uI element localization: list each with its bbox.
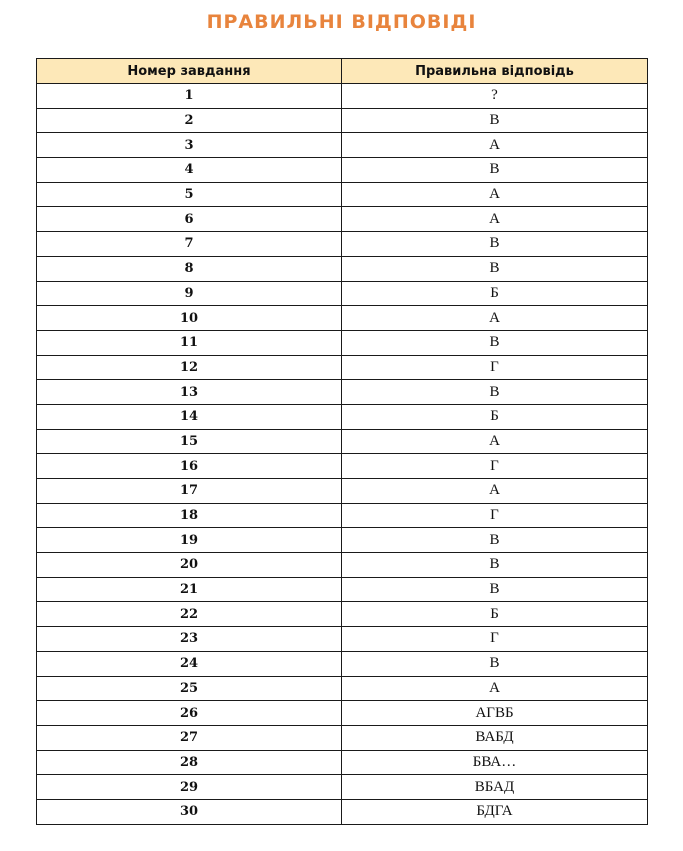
table-row xyxy=(37,256,648,281)
table-row xyxy=(37,725,648,750)
table-row xyxy=(37,429,648,454)
task-number-cell: 30 xyxy=(37,799,342,824)
table-row xyxy=(37,799,648,824)
table-row xyxy=(37,355,648,380)
task-number-cell: 5 xyxy=(37,182,342,207)
task-number-cell: 28 xyxy=(37,750,342,775)
answer-cell: А xyxy=(342,182,648,207)
task-number-cell: 15 xyxy=(37,429,342,454)
answer-cell: А xyxy=(342,306,648,331)
answer-cell: Г xyxy=(342,454,648,479)
task-number-cell: 21 xyxy=(37,577,342,602)
table-row xyxy=(37,84,648,109)
answer-cell: Б xyxy=(342,602,648,627)
task-number-cell: 12 xyxy=(37,355,342,380)
table-row xyxy=(37,577,648,602)
table-row xyxy=(37,158,648,183)
task-number-cell: 16 xyxy=(37,454,342,479)
task-number-cell: 14 xyxy=(37,404,342,429)
header-task-number: Номер завдання xyxy=(37,59,342,84)
answer-cell: В xyxy=(342,528,648,553)
table-row xyxy=(37,380,648,405)
task-number-cell: 7 xyxy=(37,232,342,257)
answer-cell: Г xyxy=(342,627,648,652)
answer-cell: Б xyxy=(342,281,648,306)
table-row xyxy=(37,404,648,429)
table-row xyxy=(37,232,648,257)
answer-cell: БВА… xyxy=(342,750,648,775)
answer-cell: В xyxy=(342,651,648,676)
table-row xyxy=(37,207,648,232)
table-row xyxy=(37,133,648,158)
answer-cell: В xyxy=(342,158,648,183)
answers-table xyxy=(36,58,648,825)
answer-cell: А xyxy=(342,479,648,504)
task-number-cell: 10 xyxy=(37,306,342,331)
table-row xyxy=(37,503,648,528)
answer-cell: В xyxy=(342,380,648,405)
table-row xyxy=(37,454,648,479)
task-number-cell: 13 xyxy=(37,380,342,405)
task-number-cell: 25 xyxy=(37,676,342,701)
answers-table-body xyxy=(37,84,648,825)
answer-cell: В xyxy=(342,256,648,281)
task-number-cell: 11 xyxy=(37,330,342,355)
table-row xyxy=(37,750,648,775)
answer-cell: ? xyxy=(342,84,648,109)
answer-cell: В xyxy=(342,553,648,578)
answer-cell: А xyxy=(342,133,648,158)
task-number-cell: 6 xyxy=(37,207,342,232)
answer-cell: Б xyxy=(342,404,648,429)
task-number-cell: 19 xyxy=(37,528,342,553)
table-row xyxy=(37,479,648,504)
table-header-row xyxy=(37,59,648,84)
table-row xyxy=(37,108,648,133)
answer-cell: ВАБД xyxy=(342,725,648,750)
task-number-cell: 24 xyxy=(37,651,342,676)
table-row xyxy=(37,330,648,355)
table-row xyxy=(37,775,648,800)
task-number-cell: 9 xyxy=(37,281,342,306)
task-number-cell: 4 xyxy=(37,158,342,183)
table-row xyxy=(37,651,648,676)
answer-cell: В xyxy=(342,330,648,355)
task-number-cell: 1 xyxy=(37,84,342,109)
task-number-cell: 3 xyxy=(37,133,342,158)
task-number-cell: 20 xyxy=(37,553,342,578)
task-number-cell: 23 xyxy=(37,627,342,652)
task-number-cell: 26 xyxy=(37,701,342,726)
answer-cell: А xyxy=(342,676,648,701)
answer-cell: Г xyxy=(342,503,648,528)
task-number-cell: 8 xyxy=(37,256,342,281)
task-number-cell: 2 xyxy=(37,108,342,133)
answer-cell: БДГА xyxy=(342,799,648,824)
table-row xyxy=(37,627,648,652)
answer-cell: А xyxy=(342,429,648,454)
task-number-cell: 17 xyxy=(37,479,342,504)
table-row xyxy=(37,553,648,578)
table-row xyxy=(37,182,648,207)
task-number-cell: 27 xyxy=(37,725,342,750)
answer-cell: ВБАД xyxy=(342,775,648,800)
table-row xyxy=(37,602,648,627)
table-row xyxy=(37,528,648,553)
table-row xyxy=(37,281,648,306)
answer-cell: Г xyxy=(342,355,648,380)
table-row xyxy=(37,701,648,726)
header-correct-answer: Правильна відповідь xyxy=(342,59,648,84)
table-row xyxy=(37,306,648,331)
task-number-cell: 18 xyxy=(37,503,342,528)
task-number-cell: 29 xyxy=(37,775,342,800)
answer-cell: В xyxy=(342,577,648,602)
answer-cell: В xyxy=(342,232,648,257)
page-title: ПРАВИЛЬНІ ВІДПОВІДІ xyxy=(206,11,477,33)
task-number-cell: 22 xyxy=(37,602,342,627)
answer-cell: А xyxy=(342,207,648,232)
answer-cell: В xyxy=(342,108,648,133)
table-row xyxy=(37,676,648,701)
answer-cell: АГВБ xyxy=(342,701,648,726)
